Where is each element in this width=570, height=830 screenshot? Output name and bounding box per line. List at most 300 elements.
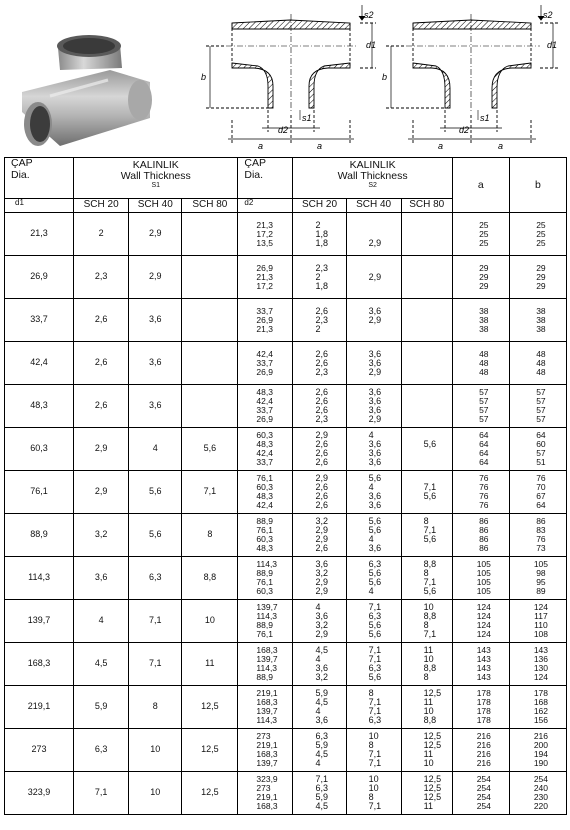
cell-s2-sch40-value: 2,9 <box>368 271 382 282</box>
cell-d1: 26,9 <box>5 256 74 299</box>
cell-s2-sch80-value: 8 <box>423 672 429 682</box>
cell-s1-sch <box>182 213 238 256</box>
cell-a-value: 57 <box>479 396 489 406</box>
cell-s2-sch80-value <box>424 406 452 415</box>
cell-b-value: 57 <box>536 448 546 458</box>
cell-a <box>452 342 509 385</box>
label-a-3: a <box>438 141 444 151</box>
cell-s2-sch80 <box>401 385 452 428</box>
cell-s2-sch80 <box>401 428 452 471</box>
cell-s2-sch40-value: 4 <box>368 430 374 440</box>
cell-s2-sch80 <box>401 514 452 557</box>
table-row <box>5 471 567 514</box>
cell-a-value: 25 <box>479 219 489 230</box>
cell-s1-sch: 12,5 <box>182 686 238 729</box>
cell-s1-sch: 10 <box>129 772 182 815</box>
cell-s2-sch20-value: 6,3 <box>315 783 328 793</box>
cell-a <box>452 256 509 299</box>
cell-s2-sch20-value: 4 <box>315 654 321 664</box>
table-row <box>5 772 567 815</box>
cell-b-value: 95 <box>536 577 546 587</box>
cell-s1-sch: 3,6 <box>129 342 182 385</box>
cell-d2 <box>238 385 293 428</box>
cell-s1-sch: 6,3 <box>74 729 129 772</box>
cell-b-value: 156 <box>533 715 549 725</box>
cell-s2-sch20-value: 2,9 <box>315 473 328 483</box>
cell-s2-sch80-value <box>424 544 452 553</box>
cell-s2-sch40-value: 7,1 <box>368 602 382 612</box>
header-dia: Dia. <box>244 168 264 181</box>
cell-s2-sch80-value: 10 <box>423 706 434 716</box>
cell-s2-sch40-value: 2,9 <box>368 414 382 424</box>
header-drawing <box>0 0 570 156</box>
cell-b-value: 64 <box>536 500 546 510</box>
cell-s2-sch40-value: 8 <box>368 688 374 698</box>
cell-d2-value: 139,7 <box>256 706 278 716</box>
cell-s2-sch20-value: 4 <box>315 758 321 768</box>
cell-s2-sch80-value: 10 <box>423 602 434 612</box>
dimension-labels <box>201 10 557 151</box>
cell-s2-sch20-value: 2,6 <box>315 387 328 397</box>
cell-d2 <box>238 299 293 342</box>
cell-s2-sch20 <box>293 299 346 342</box>
cell-b-value: 29 <box>536 280 546 291</box>
cell-s2-sch40-value: 6,3 <box>368 611 382 621</box>
cell-s1-sch: 5,9 <box>74 686 129 729</box>
cell-a-value: 76 <box>479 500 489 510</box>
cell-d2-value: 60,3 <box>256 482 273 492</box>
table-body <box>5 213 567 815</box>
pipe-equal-tee-photo <box>22 35 152 146</box>
cell-a-value: 254 <box>476 783 491 793</box>
cell-s1-sch: 6,3 <box>129 557 182 600</box>
cell-d2-value: 26,9 <box>256 262 273 273</box>
cell-b <box>509 385 566 428</box>
cell-d2-value: 60,3 <box>256 586 273 596</box>
cell-s2-sch80-value: 12,5 <box>423 774 442 784</box>
cell-s2-sch80-value <box>424 307 452 316</box>
cell-s2-sch40 <box>346 514 401 557</box>
cell-s2-sch80 <box>401 256 452 299</box>
cell-a <box>452 213 509 256</box>
cell-s1-sch: 10 <box>182 600 238 643</box>
cell-a-value: 48 <box>479 357 489 368</box>
cell-d2-value: 219,1 <box>256 740 278 750</box>
cell-d2-value: 33,7 <box>256 405 273 415</box>
cell-s2-sch20-value: 6,3 <box>315 731 328 741</box>
cell-d2-value: 76,1 <box>256 629 273 639</box>
table-row <box>5 385 567 428</box>
cell-s2-sch20 <box>293 557 346 600</box>
cell-a-value: 105 <box>476 559 491 569</box>
cell-s2-sch80-value: 8 <box>423 516 429 526</box>
cell-b-value: 162 <box>533 706 549 716</box>
cell-s2-sch20-value: 5,9 <box>315 740 328 750</box>
header-a: a <box>452 158 509 213</box>
cell-s2-sch20-value: 2,6 <box>315 357 328 368</box>
cell-b <box>509 772 566 815</box>
header-cap: ÇAP <box>244 157 266 169</box>
cell-s2-sch20-value: 4,5 <box>315 697 328 707</box>
cell-s1-sch: 2,9 <box>74 471 129 514</box>
cell-d2 <box>238 729 293 772</box>
cell-s2-sch40-value: 7,1 <box>368 801 382 811</box>
cell-s2-sch80 <box>401 643 452 686</box>
cell-s2-sch40 <box>346 342 401 385</box>
cell-s2-sch20-value: 4 <box>315 706 321 716</box>
cell-s1-sch: 2,6 <box>74 299 129 342</box>
cell-s1-sch: 5,6 <box>129 471 182 514</box>
cell-s2-sch40-value: 5,6 <box>368 577 382 587</box>
cell-s2-sch80-value: 11 <box>423 749 433 759</box>
cell-d2-value: 48,3 <box>256 439 273 449</box>
cell-d2 <box>238 643 293 686</box>
cell-b-value: 48 <box>536 366 546 377</box>
cell-s2-sch80-value: 7,1 <box>423 482 437 492</box>
cell-s1-sch: 4 <box>129 428 182 471</box>
cell-s2-sch40 <box>346 299 401 342</box>
cell-d2-value: 88,9 <box>256 672 273 682</box>
cell-b <box>509 514 566 557</box>
cell-s2-sch80-value: 8,8 <box>423 559 437 569</box>
cell-s2-sch80-value: 12,5 <box>423 688 442 698</box>
cell-d2-value: 26,9 <box>256 314 273 325</box>
cell-b-value: 124 <box>533 672 549 682</box>
header-wall: Wall Thickness <box>337 170 408 183</box>
cell-d1: 139,7 <box>5 600 74 643</box>
cell-d2-value: 168,3 <box>256 697 278 707</box>
cell-s2-sch20-value: 3,2 <box>315 516 328 526</box>
cell-s2-sch20-value: 2,6 <box>315 500 328 510</box>
cell-s1-sch: 7,1 <box>129 600 182 643</box>
cell-a-value: 64 <box>479 457 489 467</box>
cell-s1-sch: 3,6 <box>129 299 182 342</box>
cell-d2-value: 42,4 <box>256 396 273 406</box>
table-row <box>5 256 567 299</box>
cell-b-value: 143 <box>533 645 549 655</box>
header-cap-d2 <box>238 158 293 199</box>
cell-s2-sch80-value: 7,1 <box>423 629 437 639</box>
tee-drawing-1 <box>206 5 376 145</box>
cell-d2-value: 114,3 <box>256 663 278 673</box>
cell-s2-sch20 <box>293 213 346 256</box>
cell-b-value: 76 <box>536 534 546 544</box>
cell-s1-sch: 3,2 <box>74 514 129 557</box>
cell-s2-sch20-value: 2 <box>315 271 321 282</box>
cell-s2-sch20-value: 4,5 <box>315 749 328 759</box>
cell-s2-sch20-value: 2,6 <box>315 482 328 492</box>
cell-s2-sch80-value: 5,6 <box>423 491 437 501</box>
cell-s2-sch80-value: 12,5 <box>423 792 442 802</box>
cell-a-value: 143 <box>476 645 491 655</box>
cell-d2-value: 168,3 <box>256 749 278 759</box>
cell-d2 <box>238 557 293 600</box>
table-row <box>5 514 567 557</box>
cell-s1-sch: 3,6 <box>74 557 129 600</box>
cell-d2-value: 76,1 <box>256 577 273 587</box>
cell-a-value: 216 <box>476 758 491 768</box>
cell-s2-sch40-value: 4 <box>368 534 374 544</box>
label-d1-1: d1 <box>366 40 377 50</box>
cell-s2-sch40-value: 10 <box>368 731 379 741</box>
cell-s2-sch40-value: 7,1 <box>368 706 382 716</box>
cell-a-value: 86 <box>479 525 489 535</box>
header-kalinlik-s1 <box>74 158 238 199</box>
cell-a-value: 254 <box>476 801 491 811</box>
cell-s1-sch: 8,8 <box>182 557 238 600</box>
cell-a-value: 178 <box>476 697 491 707</box>
label-a-2: a <box>317 141 323 151</box>
label-b-2: b <box>382 72 388 82</box>
cell-s2-sch80-value: 12,5 <box>423 740 442 750</box>
cell-b-value: 110 <box>534 620 548 630</box>
cell-s2-sch20-value: 3,6 <box>315 559 328 569</box>
cell-b-value: 105 <box>533 559 549 569</box>
cell-a-value: 29 <box>479 271 489 282</box>
cell-a-value: 29 <box>479 280 489 291</box>
cell-b-value: 200 <box>533 740 549 750</box>
cell-s2-sch40-value <box>369 325 401 334</box>
cell-s2-sch40-value: 3,6 <box>368 439 382 449</box>
header-sch40: SCH 40 <box>129 199 182 213</box>
cell-b-value: 220 <box>533 801 549 811</box>
cell-s2-sch40-value: 3,6 <box>368 305 382 316</box>
cell-d2-value: 76,1 <box>256 525 273 535</box>
cell-s2-sch40 <box>346 471 401 514</box>
cell-b-value: 136 <box>533 654 549 664</box>
cell-s2-sch80-value: 8,8 <box>423 715 437 725</box>
cell-s2-sch20 <box>293 643 346 686</box>
cell-s2-sch80-value <box>424 316 452 325</box>
cell-a <box>452 643 509 686</box>
cell-s2-sch40-value <box>369 221 401 230</box>
cell-b-value: 73 <box>536 543 546 553</box>
cell-s2-sch80-value: 5,6 <box>423 439 437 449</box>
cell-s2-sch20-value: 5,9 <box>315 688 328 698</box>
cell-s2-sch20-value: 7,1 <box>315 774 328 784</box>
label-s2-2: s2 <box>543 10 553 20</box>
cell-s2-sch80-value <box>424 282 452 291</box>
cell-s2-sch80-value: 5,6 <box>423 586 437 596</box>
cell-a-value: 57 <box>479 405 489 415</box>
cell-d2-value: 219,1 <box>256 688 278 698</box>
cell-a-value: 143 <box>476 663 491 673</box>
cell-s2-sch80-value <box>424 264 452 273</box>
cell-s2-sch20-value: 2,9 <box>315 629 328 639</box>
cell-b-value: 70 <box>536 482 546 492</box>
cell-s1-sch: 2,9 <box>129 256 182 299</box>
cell-s2-sch20 <box>293 686 346 729</box>
cell-d2-value: 26,9 <box>256 414 273 424</box>
cell-s1-sch: 5,6 <box>182 428 238 471</box>
table-row <box>5 557 567 600</box>
cell-s2-sch40-value: 6,3 <box>368 559 382 569</box>
header-cap-d1 <box>5 158 74 199</box>
cell-a <box>452 729 509 772</box>
cell-a-value: 105 <box>476 577 491 587</box>
cell-d2 <box>238 600 293 643</box>
header-sch20: SCH 20 <box>74 199 129 213</box>
cell-a-value: 178 <box>476 688 491 698</box>
cell-d1: 48,3 <box>5 385 74 428</box>
cell-d2-value: 21,3 <box>256 219 273 230</box>
cell-s2-sch20-value: 2,6 <box>315 448 328 458</box>
cell-s2-sch40-value: 2,9 <box>368 366 382 377</box>
cell-a-value: 48 <box>479 348 489 359</box>
cell-b <box>509 643 566 686</box>
cell-s2-sch80-value: 5,6 <box>423 534 437 544</box>
cell-a-value: 143 <box>476 654 491 664</box>
cell-s1-sch: 10 <box>129 729 182 772</box>
cell-s2-sch20-value: 2,3 <box>315 262 328 273</box>
cell-s2-sch40 <box>346 686 401 729</box>
cell-s2-sch20-value: 2,6 <box>315 348 328 359</box>
cell-s2-sch20-value: 2,9 <box>315 430 328 440</box>
cell-d2-value: 42,4 <box>256 348 273 359</box>
header-kalinlik: KALINLIK <box>349 159 396 171</box>
cell-s2-sch80-value <box>424 273 452 282</box>
cell-s2-sch40-value: 6,3 <box>368 715 382 725</box>
header-kalinlik-s2 <box>293 158 452 199</box>
cell-s2-sch80-value <box>424 359 452 368</box>
cell-s1-sch: 7,1 <box>74 772 129 815</box>
cell-s2-sch40 <box>346 772 401 815</box>
cell-b-value: 38 <box>536 323 546 334</box>
cell-s1-sch: 12,5 <box>182 729 238 772</box>
header-d1: d1 <box>5 199 74 213</box>
cell-d1: 76,1 <box>5 471 74 514</box>
cell-s2-sch80-value: 10 <box>423 758 434 768</box>
cell-a-value: 86 <box>479 534 489 544</box>
cell-s2-sch80 <box>401 557 452 600</box>
cell-b-value: 98 <box>536 568 546 578</box>
cell-b-value: 25 <box>536 237 546 248</box>
cell-b-value: 29 <box>536 262 546 273</box>
cell-a-value: 38 <box>479 323 489 334</box>
cell-a-value: 178 <box>476 706 491 716</box>
cell-s2-sch20-value: 3,2 <box>315 620 328 630</box>
cell-d2-value: 168,3 <box>256 801 278 811</box>
cell-d2-value: 76,1 <box>256 473 273 483</box>
cell-s2-sch20-value: 2,9 <box>315 586 328 596</box>
cell-s2-sch80-value <box>424 230 452 239</box>
cell-s2-sch80-value <box>424 350 452 359</box>
header-s2-sch20: SCH 20 <box>293 199 346 213</box>
cell-d1: 42,4 <box>5 342 74 385</box>
cell-s2-sch80 <box>401 772 452 815</box>
header-area <box>0 0 570 156</box>
cell-s2-sch80-value <box>424 368 452 377</box>
cell-b-value: 51 <box>536 457 546 467</box>
cell-s2-sch40-value: 7,1 <box>368 758 382 768</box>
cell-s2-sch40 <box>346 256 401 299</box>
label-d1-2: d1 <box>547 40 558 50</box>
cell-d2 <box>238 213 293 256</box>
cell-s2-sch40-value: 3,6 <box>368 457 382 467</box>
cell-a-value: 254 <box>476 774 491 784</box>
cell-s2-sch40-value: 3,6 <box>368 396 382 406</box>
cell-d2-value: 114,3 <box>256 715 278 725</box>
cell-s2-sch40 <box>346 557 401 600</box>
cell-a <box>452 600 509 643</box>
cell-s2-sch20-value: 4,5 <box>315 645 328 655</box>
header-s2: S2 <box>368 182 377 190</box>
cell-d1: 273 <box>5 729 74 772</box>
cell-d2-value: 17,2 <box>256 228 273 239</box>
cell-s2-sch20-value: 3,6 <box>315 715 328 725</box>
cell-a-value: 216 <box>476 749 491 759</box>
cell-s2-sch80-value <box>424 325 452 334</box>
cell-s2-sch40-value: 10 <box>368 783 379 793</box>
cell-s2-sch40-value: 4 <box>368 482 374 492</box>
cell-s2-sch20 <box>293 471 346 514</box>
cell-s2-sch40-value: 5,6 <box>368 629 382 639</box>
cell-s2-sch20-value: 3,2 <box>315 672 328 682</box>
cell-d2-value: 13,5 <box>256 237 273 248</box>
cell-s2-sch40-value: 5,6 <box>368 568 382 578</box>
cell-s2-sch40-value: 3,6 <box>368 500 382 510</box>
cell-a-value: 38 <box>479 314 489 325</box>
cell-s1-sch: 2,9 <box>129 213 182 256</box>
label-s1-1: s1 <box>302 113 312 123</box>
cell-s2-sch80-value <box>424 458 452 467</box>
cell-b-value: 230 <box>533 792 549 802</box>
cell-d2-value: 114,3 <box>256 611 278 621</box>
tee-drawing-2 <box>386 5 558 145</box>
cell-s2-sch20-value: 2,6 <box>315 457 328 467</box>
cell-d2-value: 33,7 <box>256 305 273 316</box>
cell-s2-sch80-value <box>424 388 452 397</box>
cell-b <box>509 342 566 385</box>
cell-d2-value: 139,7 <box>256 654 278 664</box>
cell-s2-sch20-value: 1,8 <box>315 228 328 239</box>
cell-a <box>452 428 509 471</box>
cell-b-value: 254 <box>533 774 549 784</box>
cell-a-value: 216 <box>476 731 491 741</box>
cell-b-value: 124 <box>533 602 549 612</box>
cell-d1: 33,7 <box>5 299 74 342</box>
cell-s2-sch40-value: 8 <box>368 740 374 750</box>
cell-d2-value: 42,4 <box>256 500 273 510</box>
cell-b <box>509 471 566 514</box>
cell-s1-sch: 12,5 <box>182 772 238 815</box>
header-s2-sch80: SCH 80 <box>401 199 452 213</box>
cell-s1-sch: 2 <box>74 213 129 256</box>
cell-s2-sch80-value: 10 <box>423 654 434 664</box>
label-b-1: b <box>201 72 207 82</box>
cell-d2-value: 219,1 <box>256 792 278 802</box>
cell-s2-sch40 <box>346 643 401 686</box>
cell-b <box>509 428 566 471</box>
cell-a-value: 76 <box>479 482 489 492</box>
cell-s2-sch80-value: 11 <box>423 801 433 811</box>
cell-a <box>452 686 509 729</box>
cell-d2-value: 42,4 <box>256 448 273 458</box>
cell-d2 <box>238 514 293 557</box>
cell-a-value: 48 <box>479 366 489 377</box>
cell-s2-sch20-value: 2,9 <box>315 525 328 535</box>
cell-s2-sch40-value: 3,6 <box>368 348 382 359</box>
cell-b <box>509 213 566 256</box>
cell-s2-sch40-value: 5,6 <box>368 516 382 526</box>
cell-s2-sch80-value: 8 <box>423 620 429 630</box>
cell-a-value: 105 <box>476 568 491 578</box>
cell-s2-sch20-value: 2,3 <box>315 366 328 377</box>
cell-s2-sch40 <box>346 213 401 256</box>
cell-s1-sch: 2,6 <box>74 342 129 385</box>
cell-d2-value: 26,9 <box>256 366 273 377</box>
cell-s2-sch20-value: 2,6 <box>315 405 328 415</box>
